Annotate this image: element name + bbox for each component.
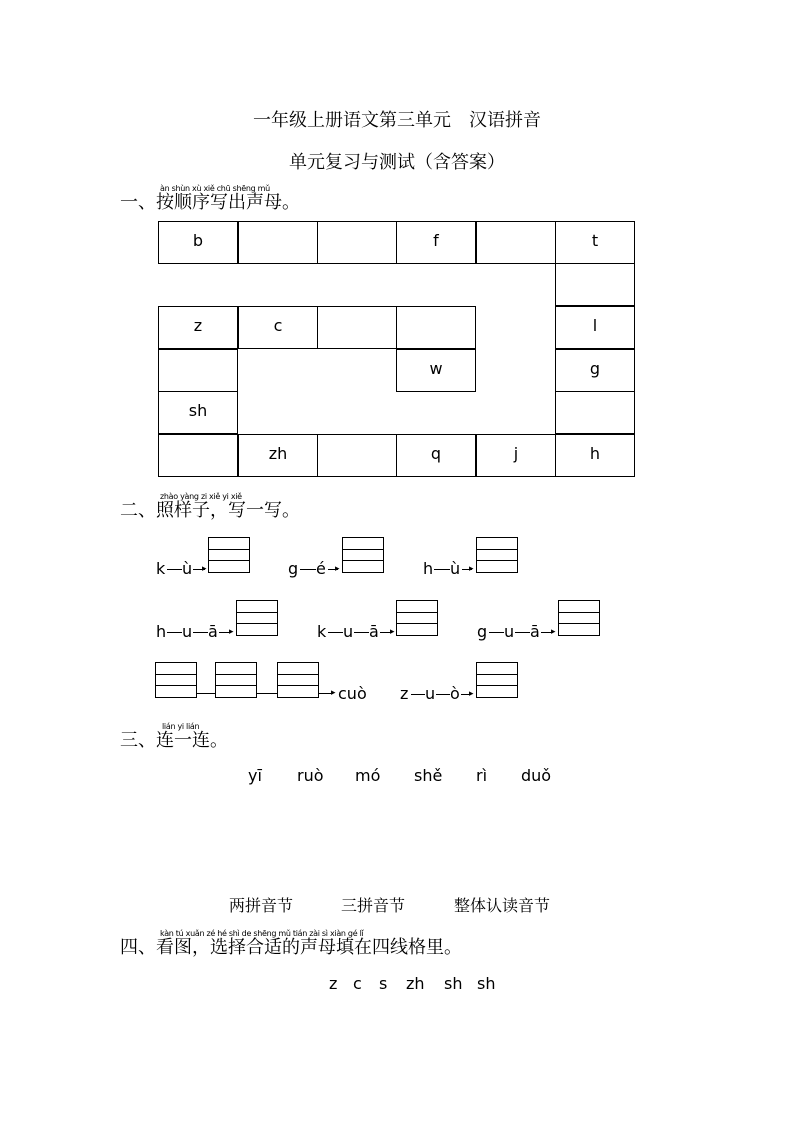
- section4-heading: 四、看图，选择合适的声母填在四线格里。: [120, 937, 462, 958]
- grid-cell[interactable]: c: [238, 306, 318, 349]
- arrow-right-icon: ▸: [335, 564, 340, 574]
- section1-pinyin-ruby: àn shùn xù xiě chū shēng mǔ: [160, 184, 270, 193]
- final-letter: ā: [208, 622, 218, 641]
- dash-line: [167, 632, 182, 633]
- syllable-item[interactable]: ruò: [297, 766, 324, 785]
- four-line-box[interactable]: [277, 662, 319, 698]
- initial-letter: h: [156, 622, 167, 641]
- option-letter[interactable]: c: [353, 974, 362, 993]
- option-letter[interactable]: s: [379, 974, 388, 993]
- medial-letter: u: [425, 684, 436, 703]
- arrow-right-icon: ▸: [469, 689, 474, 699]
- grid-cell-blank[interactable]: [555, 391, 635, 434]
- grid-cell[interactable]: q: [396, 434, 476, 477]
- initial-letter: z: [400, 684, 409, 703]
- four-line-box[interactable]: [215, 662, 257, 698]
- option-letter[interactable]: sh: [444, 974, 463, 993]
- grid-cell[interactable]: h: [555, 434, 635, 477]
- four-line-box[interactable]: [558, 600, 600, 636]
- section1-heading: 一、按顺序写出声母。: [120, 192, 300, 213]
- initial-letter: h: [423, 559, 434, 578]
- initial-letter: k: [156, 559, 166, 578]
- four-line-box[interactable]: [208, 537, 250, 573]
- initial-letter: g: [288, 559, 299, 578]
- syllable-item[interactable]: rì: [476, 766, 488, 785]
- option-letter[interactable]: z: [329, 974, 338, 993]
- grid-cell-blank[interactable]: [317, 434, 397, 477]
- grid-cell[interactable]: sh: [158, 391, 238, 434]
- final-letter: ù: [450, 559, 461, 578]
- final-letter: ā: [530, 622, 540, 641]
- section3-heading: 三、连一连。: [120, 730, 228, 751]
- arrow-right-icon: ▸: [229, 627, 234, 637]
- medial-letter: u: [343, 622, 354, 641]
- arrow-right-icon: ▸: [390, 627, 395, 637]
- four-line-box[interactable]: [476, 537, 518, 573]
- grid-cell[interactable]: j: [476, 434, 556, 477]
- section2-pinyin-ruby: zhào yàng zi xiě yi xiě: [160, 492, 242, 501]
- category-item[interactable]: 两拼音节: [229, 896, 294, 915]
- grid-cell-blank[interactable]: [476, 221, 556, 264]
- four-line-box[interactable]: [476, 662, 518, 698]
- grid-cell-blank[interactable]: [317, 221, 397, 264]
- final-letter: é: [316, 559, 326, 578]
- medial-letter: u: [182, 622, 193, 641]
- syllable-item[interactable]: duǒ: [521, 766, 552, 785]
- grid-cell[interactable]: b: [158, 221, 238, 264]
- dash-line: [411, 694, 425, 695]
- initial-letter: k: [317, 622, 327, 641]
- arrow-right-icon: ▸: [469, 564, 474, 574]
- dash-line: [193, 632, 208, 633]
- dash-line: [434, 569, 450, 570]
- dash-line: [515, 632, 530, 633]
- grid-cell[interactable]: l: [555, 306, 635, 349]
- grid-cell-blank[interactable]: [555, 263, 635, 306]
- syllable-item[interactable]: yī: [248, 766, 262, 785]
- section2-heading: 二、照样子，写一写。: [120, 500, 300, 521]
- initial-letter: g: [477, 622, 488, 641]
- arrow-right-icon: ▸: [202, 564, 207, 574]
- grid-cell[interactable]: g: [555, 349, 635, 392]
- grid-cell[interactable]: w: [396, 349, 476, 392]
- grid-cell-blank[interactable]: [238, 221, 318, 264]
- arrow-right-icon: ▸: [331, 688, 336, 698]
- result-syllable: cuò: [338, 684, 367, 703]
- grid-cell-blank[interactable]: [317, 306, 397, 349]
- arrow-right-icon: ▸: [551, 627, 556, 637]
- four-line-box[interactable]: [236, 600, 278, 636]
- four-line-box[interactable]: [342, 537, 384, 573]
- final-letter: ò: [450, 684, 460, 703]
- option-letter[interactable]: sh: [477, 974, 496, 993]
- dash-line: [328, 632, 343, 633]
- grid-cell[interactable]: z: [158, 306, 238, 349]
- dash-line: [167, 569, 182, 570]
- grid-cell[interactable]: t: [555, 221, 635, 264]
- option-letter[interactable]: zh: [406, 974, 425, 993]
- final-letter: ā: [369, 622, 379, 641]
- syllable-item[interactable]: mó: [355, 766, 381, 785]
- four-line-box[interactable]: [155, 662, 197, 698]
- dash-line: [436, 694, 450, 695]
- page-subtitle: 单元复习与测试（含答案）: [289, 152, 505, 173]
- grid-cell-blank[interactable]: [158, 349, 238, 392]
- syllable-item[interactable]: shě: [414, 766, 443, 785]
- category-item[interactable]: 三拼音节: [341, 896, 406, 915]
- four-line-box[interactable]: [396, 600, 438, 636]
- section4-pinyin-ruby: kàn tú xuǎn zé hé shì de shēng mǔ tián zài sì xiàn gé lǐ: [160, 929, 364, 938]
- dash-line: [257, 693, 277, 694]
- page-title: 一年级上册语文第三单元 汉语拼音: [253, 110, 541, 131]
- section3-pinyin-ruby: lián yi lián: [162, 722, 200, 731]
- final-letter: ù: [182, 559, 193, 578]
- medial-letter: u: [504, 622, 515, 641]
- grid-cell-blank[interactable]: [396, 306, 476, 349]
- dash-line: [354, 632, 369, 633]
- dash-line: [300, 569, 316, 570]
- grid-cell[interactable]: zh: [238, 434, 318, 477]
- dash-line: [197, 693, 215, 694]
- grid-cell[interactable]: f: [396, 221, 476, 264]
- category-item[interactable]: 整体认读音节: [454, 896, 551, 915]
- dash-line: [489, 632, 504, 633]
- grid-cell-blank[interactable]: [158, 434, 238, 477]
